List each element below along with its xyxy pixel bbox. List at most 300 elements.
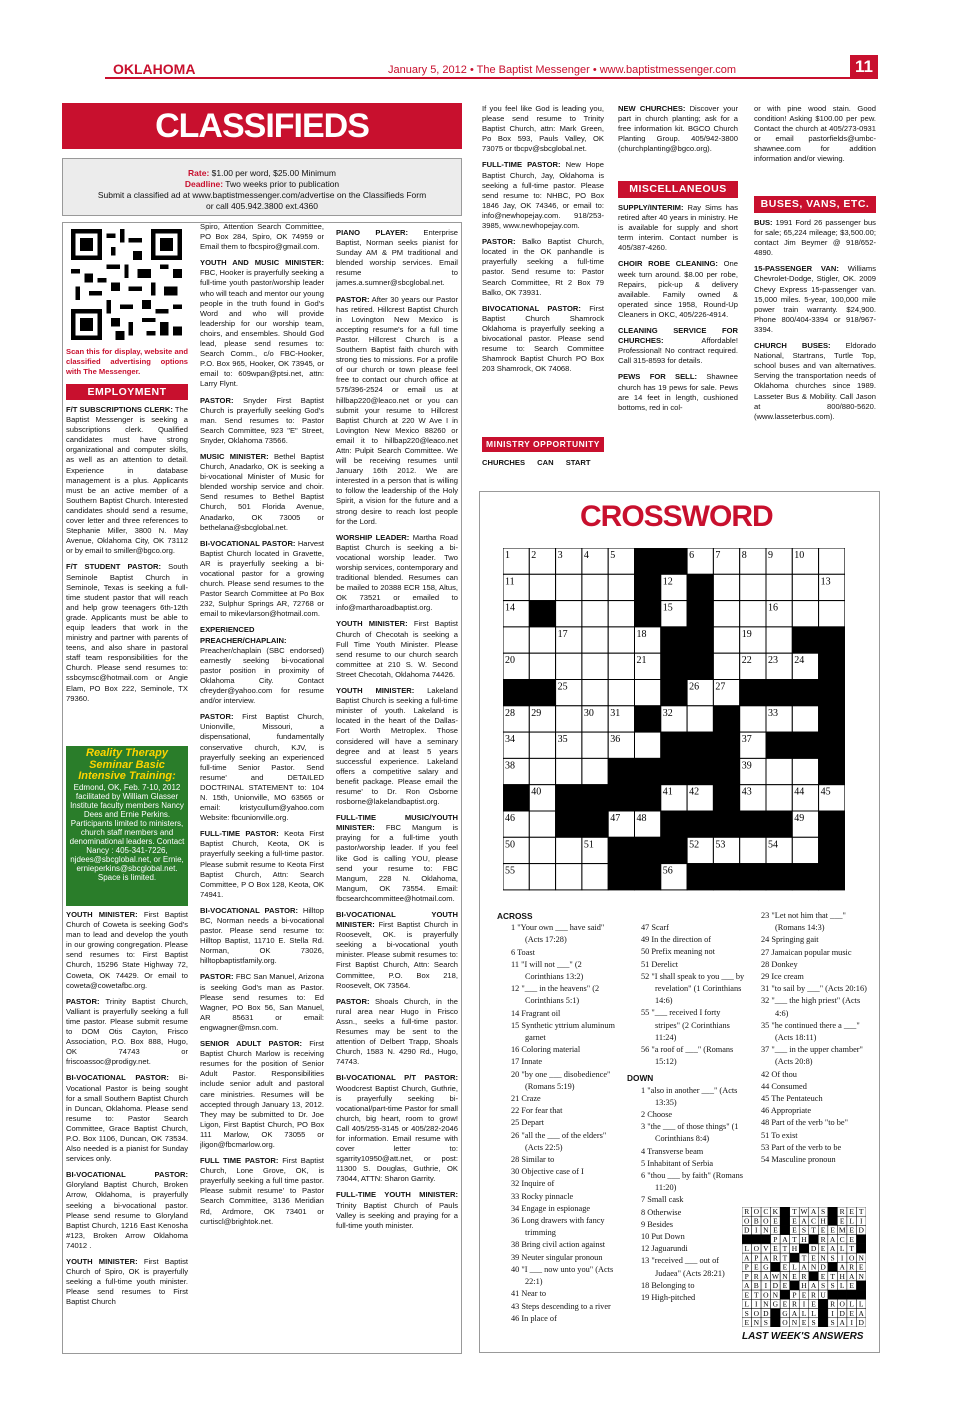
cell-number: 34 bbox=[505, 734, 515, 746]
qr-code bbox=[71, 229, 182, 340]
classified-ad bbox=[200, 972, 324, 1033]
grid-block bbox=[661, 732, 687, 758]
clue: 46 Appropriate bbox=[761, 1106, 811, 1116]
answer-letter: E bbox=[849, 1225, 854, 1235]
across-clues bbox=[497, 910, 615, 1330]
crossword-title: CROSSWORD bbox=[580, 500, 773, 533]
grid-cell bbox=[582, 864, 608, 890]
answer-letter: L bbox=[849, 1299, 854, 1309]
answer-letter: K bbox=[772, 1207, 779, 1217]
grid-block bbox=[582, 785, 608, 811]
answer-letter: A bbox=[829, 1234, 836, 1244]
answer-cell bbox=[790, 1253, 800, 1262]
ad-heading: PASTOR: bbox=[200, 712, 234, 722]
ad-heading: YOUTH MINISTER: bbox=[66, 910, 138, 919]
answer-cell bbox=[799, 1244, 809, 1253]
grid-cell bbox=[608, 680, 634, 706]
answer-letter: L bbox=[858, 1299, 864, 1309]
cell-number: 53 bbox=[715, 839, 726, 851]
answer-letter: P bbox=[792, 1290, 797, 1300]
clue: 42 Of thou bbox=[761, 1069, 797, 1079]
answer-letter: R bbox=[830, 1299, 836, 1309]
answer-letter: O bbox=[763, 1290, 769, 1300]
grid-block bbox=[819, 811, 845, 837]
cell-number: 22 bbox=[741, 655, 752, 667]
cell-number: 20 bbox=[505, 655, 515, 667]
reality-therapy-ad bbox=[66, 746, 188, 906]
grid-cell bbox=[529, 574, 555, 600]
answer-letter: E bbox=[820, 1225, 826, 1235]
grid-block bbox=[661, 627, 687, 653]
clue: 23 "Let not him that ___" (Romans 14:3) bbox=[761, 911, 846, 933]
answer-letter: T bbox=[754, 1290, 759, 1300]
answer-letter: T bbox=[782, 1253, 788, 1263]
clue: 1 "Your own ___ have said" (Acts 17:28) bbox=[511, 923, 605, 945]
ads-column-a2 bbox=[66, 910, 188, 1348]
clue: 46 In place of bbox=[511, 1313, 557, 1323]
grid-cell bbox=[792, 601, 818, 627]
classified-ad bbox=[618, 259, 738, 320]
classified-ad bbox=[754, 341, 876, 422]
cell-number: 37 bbox=[741, 734, 752, 746]
clue: 51 Derelict bbox=[641, 959, 679, 969]
answer-letter: A bbox=[801, 1262, 807, 1272]
ad-heading: WORSHIP LEADER: bbox=[336, 532, 410, 542]
answer-letter: W bbox=[800, 1207, 808, 1217]
cell-number: 29 bbox=[531, 707, 542, 719]
answer-letter: S bbox=[820, 1281, 826, 1291]
grid-block bbox=[687, 811, 713, 837]
grid-block bbox=[819, 758, 845, 784]
ads-column-b bbox=[200, 222, 324, 1347]
grid-cell bbox=[792, 706, 818, 732]
answer-cell bbox=[752, 1235, 762, 1244]
grid-cell bbox=[740, 574, 766, 600]
cell-number: 8 bbox=[741, 550, 747, 561]
classified-ad bbox=[200, 1039, 324, 1150]
cell-number: 19 bbox=[741, 628, 752, 640]
ad-text: New Hope Baptist Church, Jay, Oklahoma is seeking a full-time pastor. Please send resume to: NHBC, PO Box 1846 Jay, OK 74346, or email to: info@newhopejay.com. 918/253-3985, www.newhopejay.com. bbox=[482, 160, 604, 231]
classified-ad bbox=[336, 619, 458, 680]
grid-cell bbox=[608, 601, 634, 627]
ad-text: Keota First Baptist Church, Keota, OK is prayerfully seeking a full-time pastor. Please submit resume to Keota First Baptist Church, Attn: Search Committee, P O Box 128, Keota, OK 74941. bbox=[200, 829, 324, 899]
answer-letter: A bbox=[810, 1281, 817, 1291]
clue: 4 Transverse beam bbox=[641, 1146, 704, 1156]
classified-ad bbox=[66, 562, 188, 703]
cell-number: 7 bbox=[715, 550, 721, 561]
answer-cell bbox=[790, 1281, 800, 1290]
classified-ad bbox=[336, 1073, 458, 1184]
ad-text: Snyder First Baptist Church is prayerfully seeking God's man. Send resumes to: Pastor Search Committee, 923 "E" Street, Snyder, Oklahoma 73566. bbox=[200, 395, 324, 445]
grid-block bbox=[766, 811, 792, 837]
answer-letter: E bbox=[820, 1244, 826, 1254]
ministry-text: CHURCHES CAN START bbox=[482, 458, 591, 467]
grid-block bbox=[635, 758, 661, 784]
grid-cell bbox=[556, 758, 582, 784]
ad-heading: SENIOR ADULT PASTOR: bbox=[200, 1039, 302, 1049]
answer-letter: N bbox=[791, 1318, 798, 1327]
grid-cell bbox=[608, 627, 634, 653]
answer-letter: E bbox=[792, 1216, 797, 1226]
rate-box bbox=[62, 158, 462, 216]
answer-letter: E bbox=[782, 1281, 788, 1291]
cell-number: 36 bbox=[610, 734, 621, 746]
clue: 12 Jaguarundi bbox=[641, 1244, 688, 1254]
cell-number: 12 bbox=[662, 576, 673, 588]
ad-text: First Baptist Church Shamrock Oklahoma is prayerfully seeking a bivocational pastor. Please send resume to: Search Committee Shamrock Baptist Church PO Box 203 Shamrock, OK 74068. bbox=[482, 303, 604, 374]
ad-text: First Baptist Church, Unionville, Missouri, a dispensational, fundamentally conservative church, KJV, is prayerfully seeking an experienced full-time Senior Pastor. Send resume' and DETAILED DOCTRINAL STATEMENT to: 104 N. 15th, Unionville, MO 63565 or email: kristycullum@yahoo.com Website: fbcunionville.org. bbox=[200, 712, 324, 823]
cell-number: 50 bbox=[505, 839, 515, 851]
ad-text: South Seminole Baptist Church in Seminole, Texas is seeking a full-time student pastor that will reach and help grow teenagers 6th-12th grade. Applicants must be able to equip leaders that work in the ministry and partner with parents of teens, and also share in pastoral staff team responsibilities for the Church. Please send resumes to: ssbcymsc@hotmail.com or Angie Elam, PO Box 222, Seminole, TX 79360. bbox=[66, 562, 188, 703]
ads-column-d bbox=[482, 104, 604, 469]
grid-cell bbox=[582, 680, 608, 706]
answer-letter: E bbox=[849, 1207, 854, 1217]
rate-text: $1.00 per word, $25.00 Minimum bbox=[209, 168, 336, 178]
grid-block bbox=[608, 837, 634, 863]
header-rule bbox=[105, 77, 850, 79]
classified-ad bbox=[618, 104, 738, 154]
clue: 38 Bring civil action against bbox=[511, 1240, 606, 1250]
grid-block bbox=[635, 548, 661, 574]
grid-cell bbox=[556, 574, 582, 600]
issue-date-line: January 5, 2012 • The Baptist Messenger • www.baptistmessenger.com bbox=[388, 64, 737, 76]
answer-letter: B bbox=[753, 1216, 759, 1226]
ad-heading: CHURCH BUSES: bbox=[754, 341, 831, 351]
answer-letter: N bbox=[810, 1262, 817, 1272]
cell-number: 13 bbox=[820, 576, 831, 588]
classified-ad bbox=[336, 910, 458, 991]
ad-text: Affordable! Professional! No contract required. Call 315-8593 for details. bbox=[618, 336, 738, 366]
classified-ad bbox=[336, 813, 458, 904]
ad-text: After 30 years our Pastor has retired. Hillcrest Baptist Church in Lovington New Mexico is accepting resume's for a full time Pastor. Hillcrest Church is a Southern Baptist faith church with strong ties to missions. For a profile of our church or town please feel free to contact our church office at 575/396-2524 or email us at hillbap220@leaco.net or you can submit your resume to Hillcrest Baptist Church at 220 W Ave I in Lovington New Mexico 88260 or email it to hillbap220@leaco.net Attn: Pulpit Search Committee. We will be receiving resumes until January 16th 2012. We are interested in a person that is willing to follow the leadership of the Holy Spirit, a vision for the future and a strong desire to reach lost people for the Lord. bbox=[336, 294, 458, 526]
grid-block bbox=[740, 680, 766, 706]
answer-letter: D bbox=[772, 1281, 779, 1291]
answer-letter: S bbox=[801, 1225, 807, 1235]
answer-letter: O bbox=[753, 1308, 760, 1318]
ad-heading: BI-VOCATIONAL P/T PASTOR: bbox=[336, 1073, 458, 1083]
grid-cell bbox=[819, 601, 845, 627]
crossword-grid bbox=[503, 548, 845, 893]
classified-ad bbox=[618, 326, 738, 366]
grid-cell bbox=[740, 601, 766, 627]
classified-ad bbox=[754, 264, 876, 335]
grid-block bbox=[635, 785, 661, 811]
clue: 29 Ice cream bbox=[761, 972, 804, 982]
answer-letter: E bbox=[801, 1318, 807, 1327]
cell-number: 38 bbox=[505, 760, 515, 772]
ad-heading: PIANO PLAYER: bbox=[336, 228, 409, 237]
ad-heading: PEWS FOR SELL: bbox=[618, 372, 697, 382]
grid-block bbox=[661, 548, 687, 574]
ad-text: Lakeland Baptist Church is seeking a full-time minister of youth. Lakeland is located in the heart of the Dallas-Fort Worth Metroplex. Those considered will have a seminary degree and at least 5 years successful experience. Lakeland offers a competitive salary and benefit package. Please email the resume' to Dr. Ron Osborne rosborne@lakelandbaptist.org. bbox=[336, 686, 458, 807]
ad-text: First Baptist Church Marlow is receiving resumes for the position of Senior Adult Pastor. Responsibilities include senior adult and pastoral care ministries. Resumes will be accepted through January 13, 2012. They may be submitted to Dr. Joe Ligon, First Baptist Church, PO Box 111 Marlow, OK 73055 or jligon@fbcmarlow.org. bbox=[200, 1039, 324, 1149]
grid-cell bbox=[792, 837, 818, 863]
ad-heading: BI-VOCATIONAL PASTOR: bbox=[200, 538, 296, 548]
ad-heading: NEW CHURCHES: bbox=[618, 104, 686, 113]
ads-column-a bbox=[66, 405, 188, 743]
clue: 6 Toast bbox=[511, 947, 535, 957]
clue: 13 "received ___ out of Judaea" (Acts 28:21) bbox=[641, 1256, 725, 1278]
ad-heading: FULL-TIME MUSIC/YOUTH MINISTER: bbox=[336, 813, 458, 833]
answer-letter: A bbox=[744, 1253, 750, 1263]
answer-letter: I bbox=[859, 1216, 863, 1226]
clue: 1 "also in another ___" (Acts 13:35) bbox=[641, 1085, 738, 1107]
answer-letter: A bbox=[763, 1271, 769, 1281]
clue: 28 Similar to bbox=[511, 1155, 555, 1165]
answer-letter: O bbox=[744, 1216, 750, 1226]
answer-letter: T bbox=[792, 1234, 797, 1244]
cell-number: 1 bbox=[505, 550, 510, 561]
answer-letter: B bbox=[753, 1281, 759, 1291]
ad-text: First Baptist Church of Checotah is seeking a Full Time Youth Minister. Please send resume to our church search committee at 210 S. W. Second Street Checotah, Oklahoma 74426. bbox=[336, 619, 458, 679]
answer-letter: T bbox=[782, 1244, 788, 1254]
clue: 53 Part of the verb to be bbox=[761, 1142, 842, 1152]
clue: 25 Depart bbox=[511, 1118, 544, 1128]
answer-letter: D bbox=[744, 1225, 750, 1235]
grid-cell bbox=[529, 732, 555, 758]
clue: 52 "I shall speak to you ___ by revelation" (1 Corinthians 14:6) bbox=[641, 971, 745, 1006]
cell-number: 40 bbox=[531, 786, 542, 798]
cell-number: 47 bbox=[610, 813, 621, 824]
grid-block bbox=[661, 811, 687, 837]
answer-letter: U bbox=[820, 1290, 826, 1300]
ad-heading: BUS: bbox=[754, 218, 773, 227]
grid-block bbox=[687, 864, 713, 890]
ad-heading: EXPERIENCED PREACHER/CHAPLAIN: bbox=[200, 625, 287, 645]
ad-heading: PASTOR: bbox=[200, 395, 234, 405]
clue: 24 Springing gait bbox=[761, 935, 819, 945]
grid-cell bbox=[556, 601, 582, 627]
classified-ad bbox=[200, 452, 324, 533]
answer-cell bbox=[837, 1290, 847, 1299]
clue: 8 Otherwise bbox=[641, 1207, 682, 1217]
grid-block bbox=[740, 864, 766, 890]
ad-heading: BI-VOCATIONAL PASTOR: bbox=[66, 1073, 169, 1083]
grid-block bbox=[529, 601, 555, 627]
buses-vans-heading: BUSES, VANS, ETC. bbox=[754, 196, 876, 213]
ad-heading: BI-VOCATIONAL PASTOR: bbox=[200, 905, 298, 915]
ad-text: or with pine wood stain. Good condition! Asking $100.00 per pew. Contact the church at 405/273-0931 or email pastorfields@umbc-shawnee.com for addition information and/or viewing. bbox=[754, 104, 876, 164]
classified-ad bbox=[66, 1170, 188, 1251]
grid-cell bbox=[792, 574, 818, 600]
answer-letter: E bbox=[811, 1299, 816, 1309]
ad-text: Bi-Vocational Pastor is being sought for a small Southern Baptist Church in Duncan, Oklahoma. Please send resume to: Pastor Search Committee, Grace Baptist Church, P.O. Box 1106, Duncan, OK 73534. Also needed is a pianist for Sunday services only. bbox=[66, 1073, 188, 1164]
grid-block bbox=[661, 680, 687, 706]
across-list-2 bbox=[627, 922, 745, 1068]
answer-letter: E bbox=[792, 1271, 797, 1281]
reality-body: Edmond, OK, Feb. 7-10, 2012 facilitated by William Glasser Institute faculty members Nancy Dees and Ernie Perkins. Participants limited to ministers, church staff members and denominational leaders. Contact Nancy : 405-341-7226, njdees@sbcglobal.net, or Ernie, ernieperkins@sbcglobal.net. Space is limited. bbox=[69, 782, 185, 882]
cell-number: 56 bbox=[662, 865, 673, 877]
ad-heading: SUPPLY/INTERIM: bbox=[618, 203, 684, 212]
clue: 9 Besides bbox=[641, 1219, 674, 1229]
clue: 28 Donkey bbox=[761, 959, 798, 969]
ad-text: Discover your part in church planting; ask for a free information kit. BGCO Church Planting Group. 405/942-3800 (churchplanting@bgco.org). bbox=[618, 104, 738, 154]
answer-letter: A bbox=[810, 1207, 817, 1217]
grid-block bbox=[819, 732, 845, 758]
cell-number: 5 bbox=[610, 550, 616, 561]
answer-letter: L bbox=[839, 1244, 845, 1254]
ad-text: If you feel like God is leading you, please send resume to Trinity Baptist Church, attn: Mark Green, Po Box 593, Pauls Valley, OK 73075 or tbcpv@sbcglobal.net. bbox=[482, 104, 604, 154]
cell-number: 35 bbox=[557, 734, 568, 746]
answer-cell bbox=[828, 1262, 838, 1271]
cell-number: 30 bbox=[583, 707, 594, 719]
answer-letter: E bbox=[849, 1281, 854, 1291]
answer-letter: A bbox=[782, 1234, 788, 1244]
employment-heading: EMPLOYMENT bbox=[66, 384, 188, 400]
answer-letter: E bbox=[839, 1216, 845, 1226]
clue: 12 "___ in the heavens" (2 Corinthians 5:1) bbox=[511, 984, 600, 1006]
grid-cell bbox=[713, 627, 739, 653]
grid-cell bbox=[713, 601, 739, 627]
grid-cell bbox=[556, 864, 582, 890]
ad-text: Ray Sims has retired after 40 years in ministry. He is available for supply and short term interim. Contact number is 405/387-4260. bbox=[618, 203, 738, 253]
grid-block bbox=[713, 758, 739, 784]
answer-cell bbox=[780, 1225, 790, 1234]
answer-letter: S bbox=[830, 1253, 835, 1263]
cell-number: 24 bbox=[794, 655, 805, 667]
grid-block bbox=[792, 864, 818, 890]
classified-ad bbox=[200, 539, 324, 620]
answer-letter: C bbox=[763, 1207, 769, 1217]
answer-letter: L bbox=[849, 1216, 854, 1226]
reality-title: Reality Therapy Seminar Basic Intensive Training: bbox=[78, 747, 176, 782]
classified-ad bbox=[66, 997, 188, 1068]
answer-letter: E bbox=[858, 1262, 864, 1272]
answer-letter: S bbox=[763, 1318, 768, 1327]
answer-letter: P bbox=[754, 1253, 759, 1263]
answer-cell bbox=[761, 1235, 771, 1244]
ad-heading: CLEANING SERVICE FOR CHURCHES: bbox=[618, 326, 738, 346]
ad-heading: PASTOR: bbox=[336, 294, 370, 304]
answer-letter: P bbox=[773, 1234, 778, 1244]
grid-cell bbox=[740, 837, 766, 863]
grid-block bbox=[687, 627, 713, 653]
cell-number: 41 bbox=[662, 786, 673, 798]
answer-letter: P bbox=[744, 1262, 749, 1272]
grid-block bbox=[687, 732, 713, 758]
down-clues-2 bbox=[747, 910, 875, 1200]
ad-heading: PASTOR: bbox=[66, 996, 100, 1006]
answer-letter: N bbox=[820, 1253, 826, 1263]
ad-text: Williams Chevrolet-Dodge, Stigler, OK. 2009 Chevy Express 15-passenger van. 15,000 miles. 5-year, 100,000 mile power train warranty. $24,900. Phone 800/404-3394 or 918/967-3394. bbox=[754, 264, 876, 334]
grid-cell bbox=[740, 706, 766, 732]
ad-heading: MUSIC MINISTER: bbox=[200, 451, 269, 461]
answer-cell bbox=[828, 1216, 838, 1225]
grid-block bbox=[713, 811, 739, 837]
miscellaneous-heading: MISCELLANEOUS bbox=[618, 181, 738, 198]
clue: 47 Scarf bbox=[641, 923, 669, 932]
answer-letter: E bbox=[773, 1225, 778, 1235]
ad-heading: BI-VOCATIONAL PASTOR: bbox=[66, 1170, 188, 1180]
answer-letter: D bbox=[839, 1308, 845, 1318]
clue: 54 Masculine pronoun bbox=[761, 1155, 836, 1165]
answer-letter: O bbox=[753, 1207, 760, 1217]
classified-ad bbox=[336, 997, 458, 1068]
answer-letter: D bbox=[820, 1262, 826, 1272]
ad-text: Eldorado National, Startrans, Turtle Top, school buses and van alternatives. Serving the transportation needs of Oklahoma churches since 1989. Lasseter Bus & Mobility. Call Jason at 800/880-5620. (www.lasseterbus.com). bbox=[754, 341, 876, 421]
grid-block bbox=[635, 601, 661, 627]
grid-block bbox=[687, 653, 713, 679]
answer-letter: I bbox=[755, 1299, 758, 1309]
answer-letter: R bbox=[744, 1207, 750, 1217]
answer-letter: R bbox=[811, 1290, 817, 1300]
answer-letter: E bbox=[830, 1225, 835, 1235]
answer-cell bbox=[856, 1235, 866, 1244]
classified-ad bbox=[336, 228, 458, 289]
grid-block bbox=[661, 653, 687, 679]
classifieds-title: CLASSIFIEDS bbox=[62, 103, 462, 149]
answer-cell bbox=[771, 1318, 781, 1327]
answer-letter: E bbox=[773, 1216, 778, 1226]
answer-letter: O bbox=[839, 1299, 845, 1309]
grid-block bbox=[740, 811, 766, 837]
answer-letter: N bbox=[782, 1271, 788, 1281]
answer-letter: A bbox=[829, 1244, 836, 1254]
grid-cell bbox=[582, 653, 608, 679]
grid-block bbox=[687, 601, 713, 627]
grid-cell bbox=[608, 574, 634, 600]
ads-column-f bbox=[754, 104, 876, 192]
clue: 16 Coloring material bbox=[511, 1045, 581, 1055]
answer-letter: T bbox=[830, 1271, 835, 1281]
clue: 14 Fragrant oil bbox=[511, 1008, 561, 1018]
grid-cell bbox=[556, 653, 582, 679]
answer-letter: E bbox=[820, 1271, 826, 1281]
answer-letter: C bbox=[839, 1234, 845, 1244]
grid-block bbox=[503, 785, 529, 811]
grid-cell bbox=[582, 627, 608, 653]
answer-cell bbox=[818, 1318, 828, 1327]
down-list-2 bbox=[747, 910, 875, 1166]
answer-letter: L bbox=[744, 1299, 750, 1309]
grid-cell bbox=[635, 732, 661, 758]
clue: 51 To exist bbox=[761, 1130, 798, 1140]
answer-letter: N bbox=[763, 1225, 769, 1235]
classified-ad bbox=[66, 910, 188, 991]
clues-middle bbox=[627, 922, 745, 1302]
answer-letter: L bbox=[839, 1281, 845, 1291]
answer-letter: A bbox=[744, 1281, 750, 1291]
cell-number: 28 bbox=[505, 707, 515, 719]
grid-block bbox=[819, 864, 845, 890]
answer-letter: I bbox=[840, 1253, 844, 1263]
grid-block bbox=[713, 706, 739, 732]
ad-heading: FULL-TIME PASTOR: bbox=[200, 829, 279, 839]
grid-block bbox=[608, 864, 634, 890]
ad-heading: BI-VOCATIONAL YOUTH MINISTER: bbox=[336, 910, 458, 930]
grid-block bbox=[819, 653, 845, 679]
answer-letter: D bbox=[858, 1318, 864, 1327]
answer-cell bbox=[828, 1290, 838, 1299]
cell-number: 31 bbox=[610, 707, 621, 719]
answer-letter: T bbox=[849, 1244, 854, 1254]
answer-letter: A bbox=[791, 1308, 798, 1318]
answer-letter: R bbox=[839, 1207, 845, 1217]
clue: 19 High-pitched bbox=[641, 1293, 696, 1302]
answer-letter: T bbox=[858, 1207, 864, 1217]
grid-block bbox=[635, 837, 661, 863]
answer-cell bbox=[828, 1207, 838, 1216]
ad-text: FBC, Hooker is prayerfully seeking a full-time youth pastor/worship leader who will teach and mentor our young people in the truth found in God's Word and who will provide leadership for our worship team, choirs, and ensembles. Should God lead, please send resumes to: Search Comm., c/o FBC-Hooker, P.O. Box 965, Hooker, OK 73945, or email to: 609wpan@ptsi.net, attn: Larry Flynt. bbox=[200, 268, 324, 389]
clue: 6 "thou ___ by faith" (Romans 11:20) bbox=[641, 1171, 743, 1193]
clue: 44 Consumed bbox=[761, 1081, 807, 1091]
clue: 41 Near to bbox=[511, 1289, 547, 1299]
clue: 7 Small cask bbox=[641, 1195, 684, 1205]
grid-block bbox=[608, 785, 634, 811]
ad-heading: CHOIR ROBE CLEANING: bbox=[618, 259, 718, 269]
classified-ad bbox=[482, 104, 604, 154]
classified-ad bbox=[336, 533, 458, 614]
